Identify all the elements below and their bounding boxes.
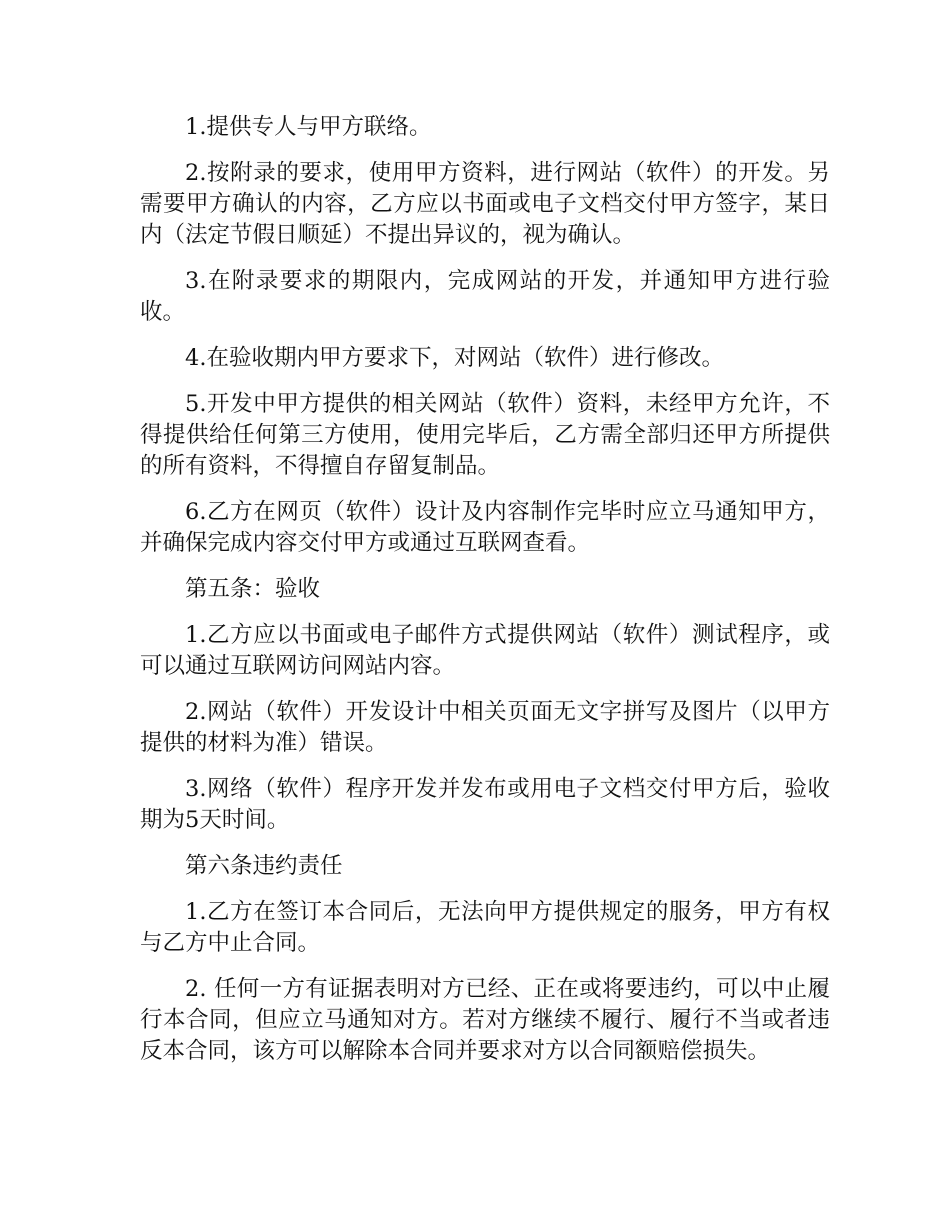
document-body <box>140 112 830 1082</box>
clause-paragraph: 2. 任何一方有证据表明对方已经、正在或将要违约，可以中止履行本合同，但应立马通知对方。若对方继续不履行、履行不当或者违反本合同，该方可以解除本合同并要求对方以合同额赔偿损失。 <box>140 976 830 1064</box>
section-heading-liability: 第六条违约责任 <box>185 853 343 879</box>
clause-paragraph: 5.开发中甲方提供的相关网站（软件）资料，未经甲方允许，不得提供给任何第三方使用，使用完毕后，乙方需全部归还甲方所提供的所有资料，不得擅自存留复制品。 <box>140 391 830 479</box>
clause-paragraph: 1.乙方应以书面或电子邮件方式提供网站（软件）测试程序，或可以通过互联网访问网站内容。 <box>140 622 830 679</box>
clause-paragraph: 2.按附录的要求，使用甲方资料，进行网站（软件）的开发。另需要甲方确认的内容，乙方应以书面或电子文档交付甲方签字，某日内（法定节假日顺延）不提出异议的，视为确认。 <box>140 160 830 248</box>
clause-paragraph: 4.在验收期内甲方要求下，对网站（软件）进行修改。 <box>185 345 724 371</box>
clause-paragraph: 1.乙方在签订本合同后，无法向甲方提供规定的服务，甲方有权与乙方中止合同。 <box>140 899 830 956</box>
clause-paragraph: 3.在附录要求的期限内，完成网站的开发，并通知甲方进行验收。 <box>140 268 830 325</box>
clause-paragraph: 3.网络（软件）程序开发并发布或用电子文档交付甲方后，验收期为5天时间。 <box>140 776 830 833</box>
clause-paragraph: 2.网站（软件）开发设计中相关页面无文字拼写及图片（以甲方提供的材料为准）错误。 <box>140 699 830 756</box>
section-heading-acceptance: 第五条：验收 <box>185 576 321 602</box>
clause-paragraph: 1.提供专人与甲方联络。 <box>185 114 432 140</box>
clause-paragraph: 6.乙方在网页（软件）设计及内容制作完毕时应立马通知甲方，并确保完成内容交付甲方或通过互联网查看。 <box>140 499 830 556</box>
